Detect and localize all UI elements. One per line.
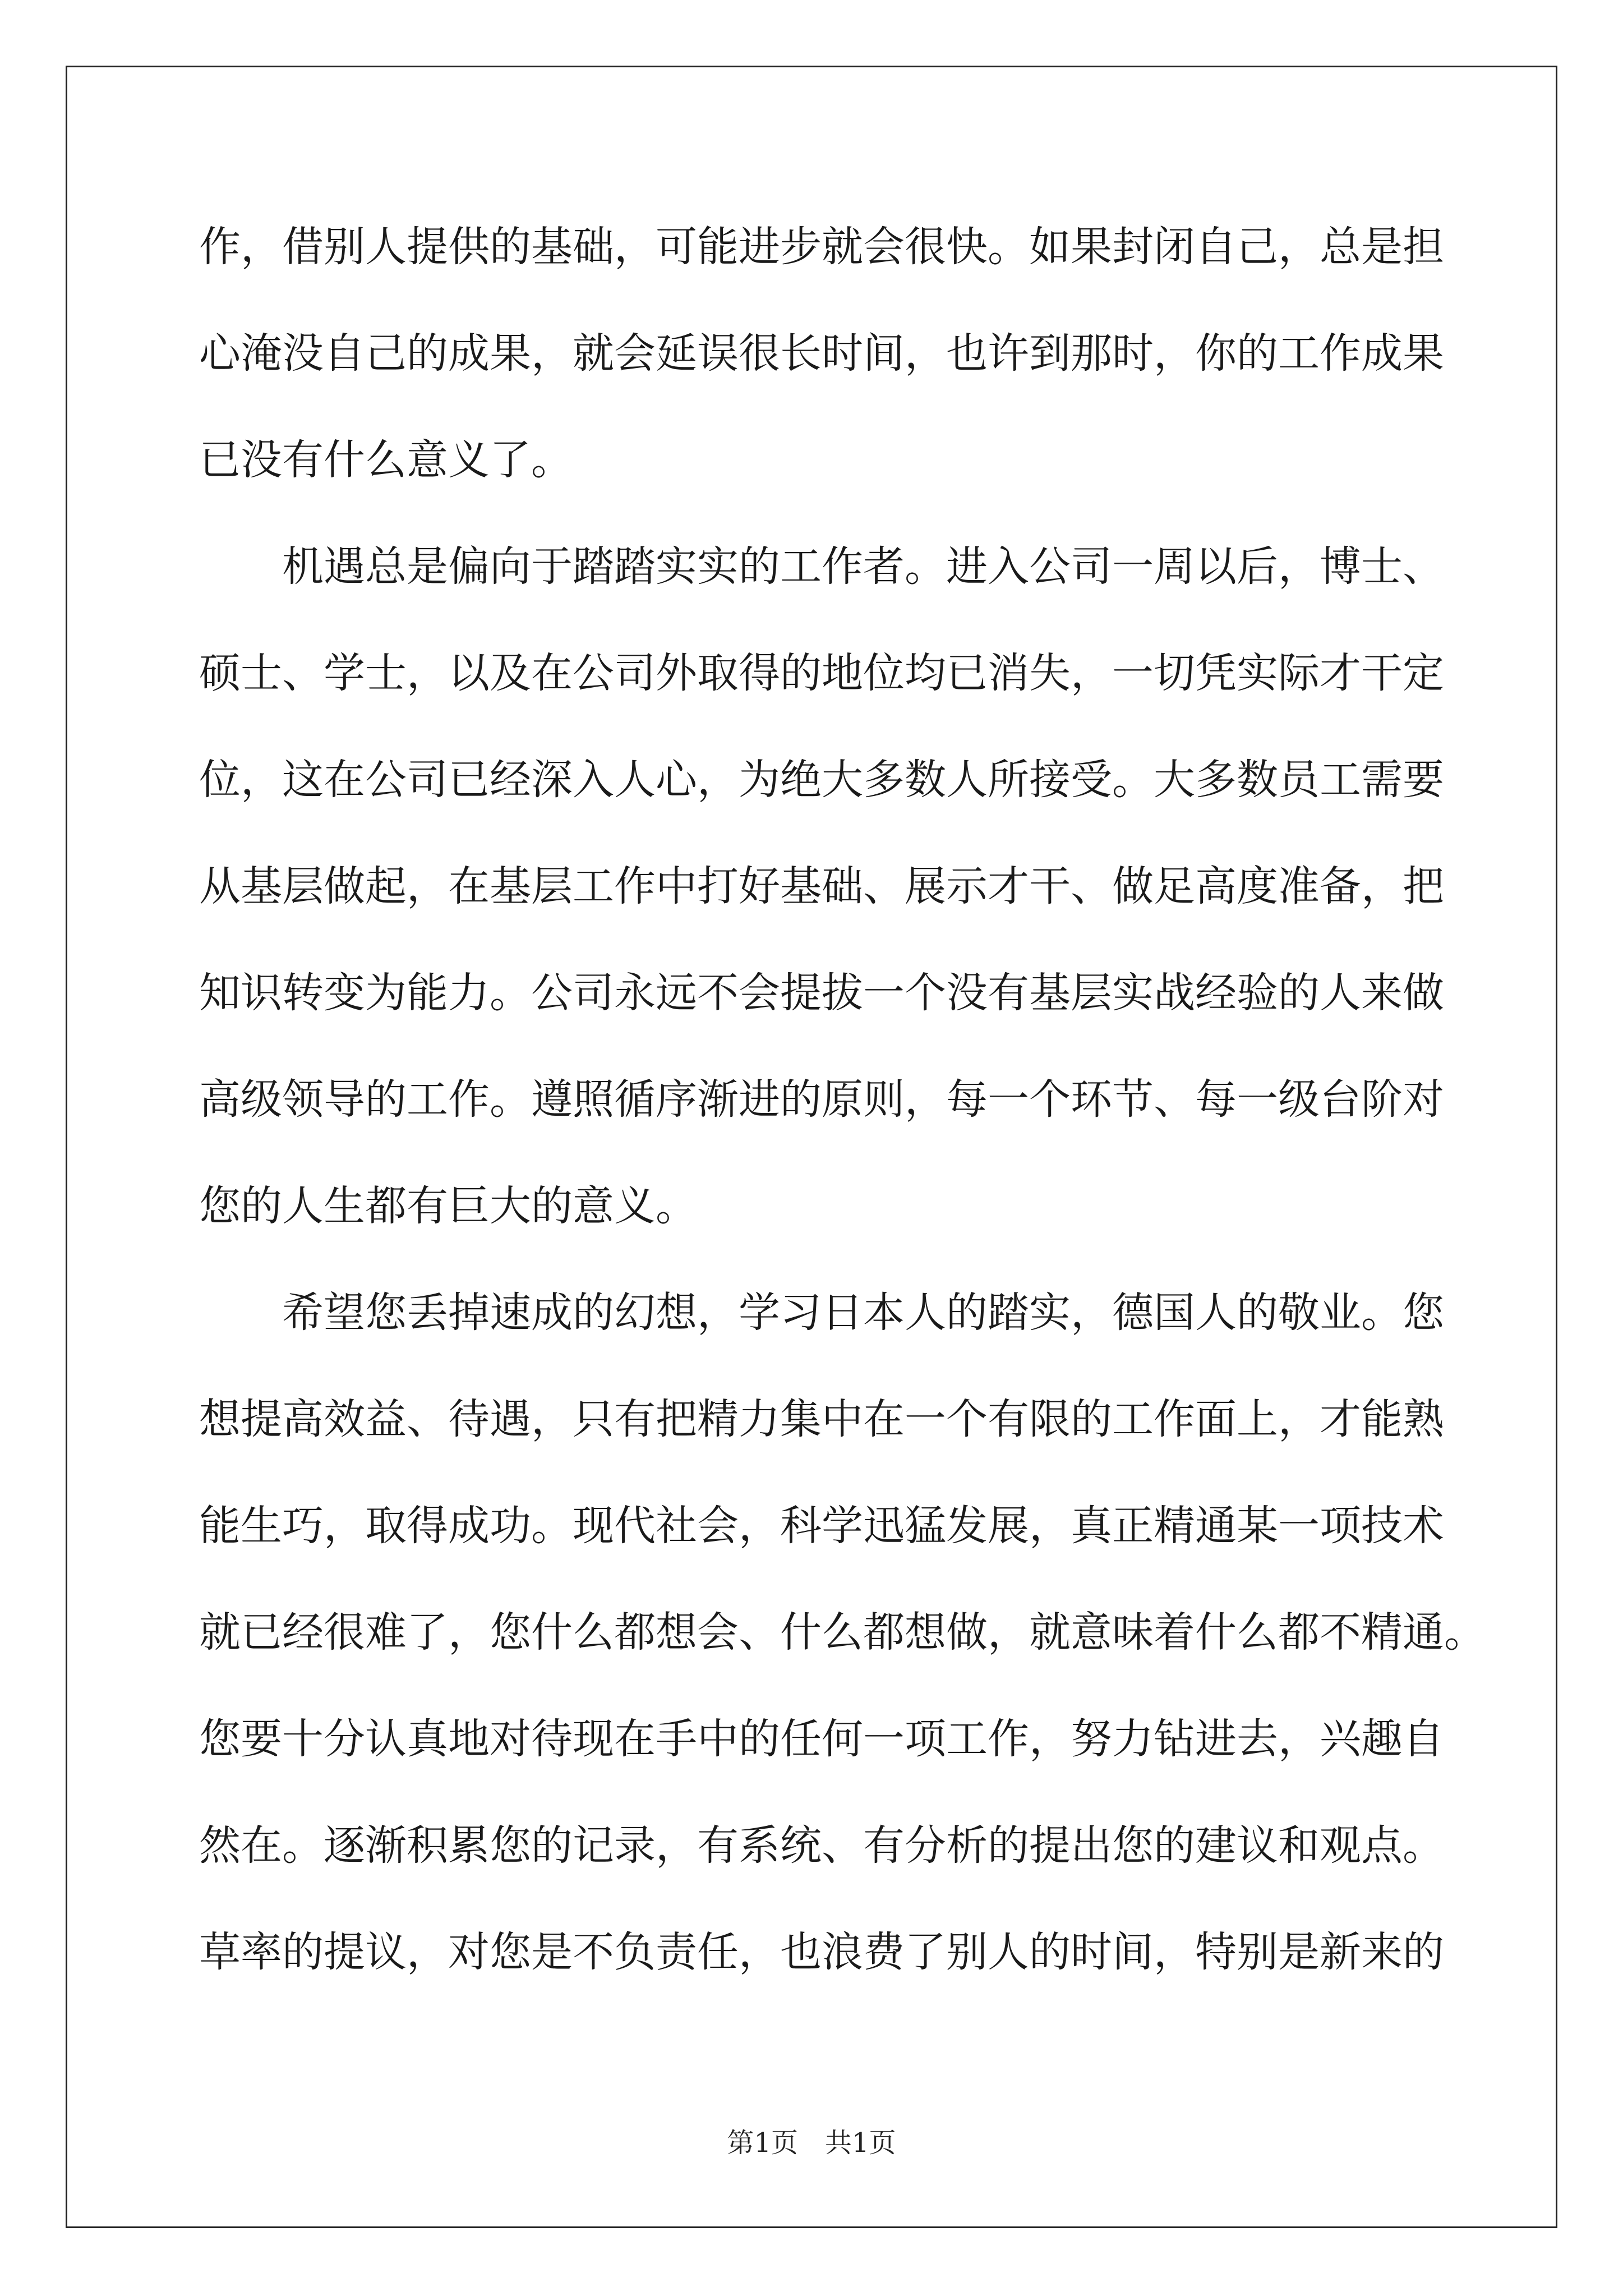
document-body xyxy=(199,216,1486,2028)
text-line: 高级领导的工作。遵照循序渐进的原则，每一个环节、每一级台阶对 xyxy=(199,1075,1444,1124)
text-line: 已没有什么意义了。 xyxy=(199,436,573,484)
text-line: 希望您丢掉速成的幻想，学习日本人的踏实，德国人的敬业。您 xyxy=(199,1289,1444,1337)
text-line: 就已经很难了，您什么都想会、什么都想做，就意味着什么都不精通。 xyxy=(199,1608,1486,1657)
text-line: 作，借别人提供的基础，可能进步就会很快。如果封闭自己，总是担 xyxy=(199,223,1444,271)
text-line: 机遇总是偏向于踏踏实实的工作者。进入公司一周以后，博士、 xyxy=(199,542,1444,591)
text-line: 硕士、学士，以及在公司外取得的地位均已消失，一切凭实际才干定 xyxy=(199,649,1444,697)
text-line: 位，这在公司已经深入人心，为绝大多数人所接受。大多数员工需要 xyxy=(199,756,1444,804)
page-number-footer: 第1页 共1页 xyxy=(727,2127,896,2159)
text-line: 想提高效益、待遇，只有把精力集中在一个有限的工作面上，才能熟 xyxy=(199,1395,1444,1443)
text-line: 能生巧，取得成功。现代社会，科学迅猛发展，真正精通某一项技术 xyxy=(199,1502,1444,1550)
text-line: 草率的提议，对您是不负责任，也浪费了别人的时间，特别是新来的 xyxy=(199,1928,1444,1976)
text-line: 心淹没自己的成果，就会延误很长时间，也许到那时，你的工作成果 xyxy=(199,329,1444,378)
text-line: 知识转变为能力。公司永远不会提拔一个没有基层实战经验的人来做 xyxy=(199,969,1444,1017)
text-line: 您要十分认真地对待现在手中的任何一项工作，努力钻进去，兴趣自 xyxy=(199,1715,1444,1763)
text-line: 从基层做起，在基层工作中打好基础、展示才干、做足高度准备，把 xyxy=(199,862,1444,910)
text-line: 然在。逐渐积累您的记录，有系统、有分析的提出您的建议和观点。 xyxy=(199,1821,1444,1870)
text-line: 您的人生都有巨大的意义。 xyxy=(199,1182,697,1230)
